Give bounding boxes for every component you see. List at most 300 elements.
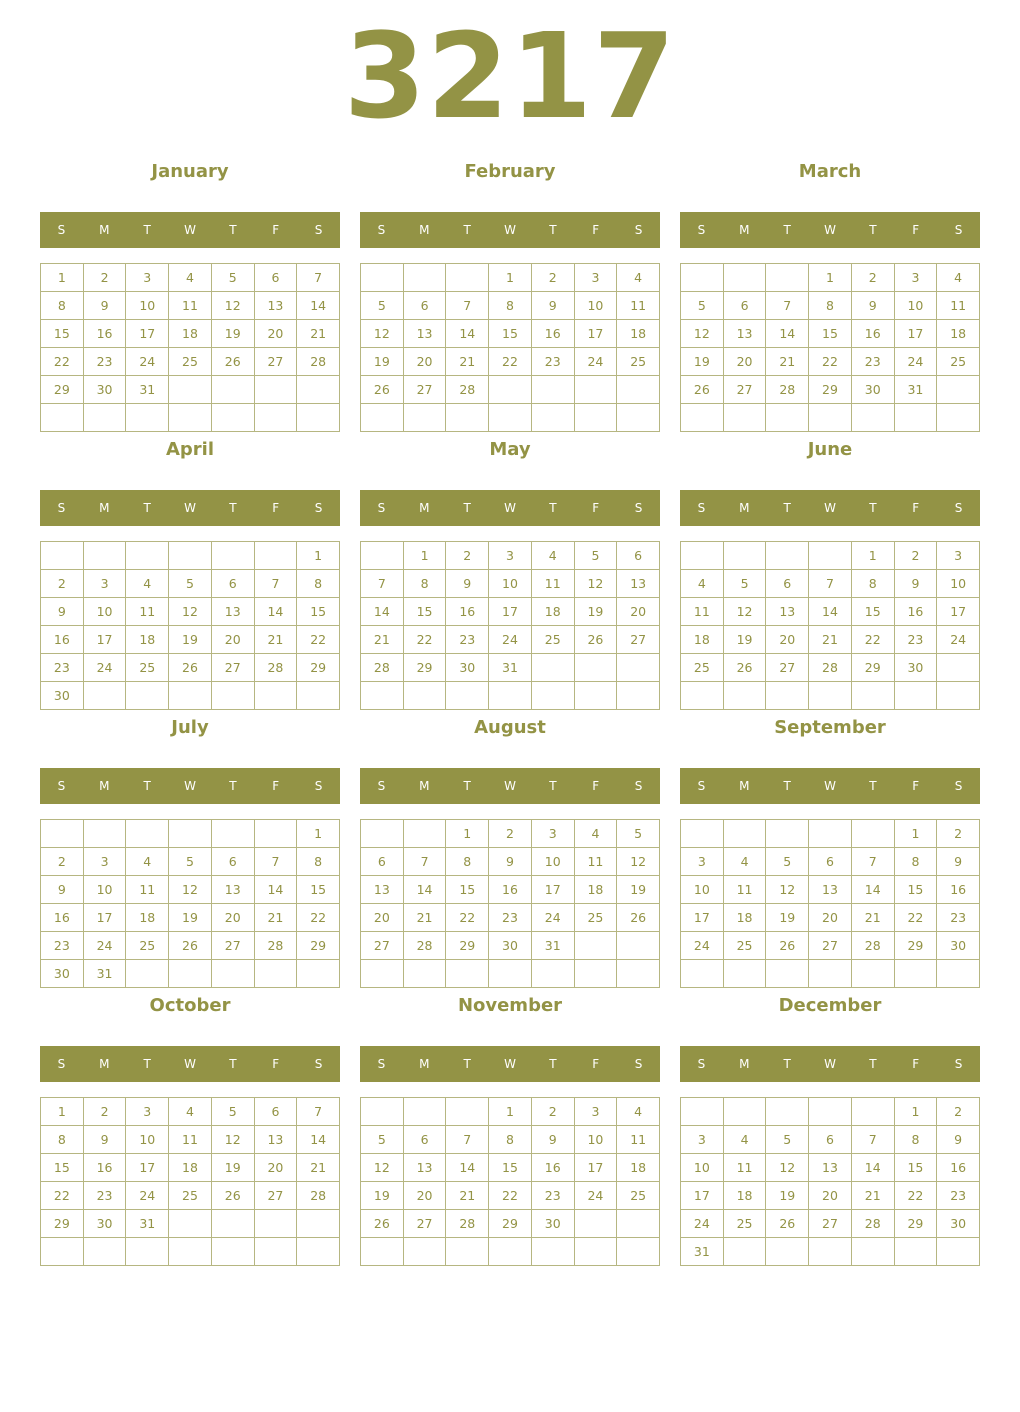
day-cell: 20 bbox=[724, 348, 767, 376]
weekday-label: S bbox=[697, 779, 706, 793]
weekday-header bbox=[360, 768, 660, 804]
day-cell: 21 bbox=[809, 626, 852, 654]
day-cell: 17 bbox=[84, 626, 127, 654]
day-cell: 22 bbox=[41, 1182, 84, 1210]
day-cell: 22 bbox=[41, 348, 84, 376]
weekday-label: T bbox=[229, 501, 237, 515]
day-cell: 3 bbox=[575, 1098, 618, 1126]
day-cell: 20 bbox=[212, 904, 255, 932]
weekday-label: S bbox=[57, 501, 66, 515]
day-cell: 17 bbox=[895, 320, 938, 348]
day-cell: 7 bbox=[446, 1126, 489, 1154]
weekday-label: T bbox=[143, 501, 151, 515]
day-cell: 24 bbox=[126, 1182, 169, 1210]
day-cell: 1 bbox=[41, 264, 84, 292]
day-cell: 21 bbox=[255, 626, 298, 654]
day-cell: 20 bbox=[404, 348, 447, 376]
day-cell: 28 bbox=[446, 1210, 489, 1238]
weekday-label: W bbox=[184, 1057, 196, 1071]
day-cell: 8 bbox=[809, 292, 852, 320]
empty-day-cell bbox=[532, 404, 575, 432]
day-cell: 11 bbox=[724, 876, 767, 904]
day-cell: 31 bbox=[84, 960, 127, 988]
day-cell: 7 bbox=[255, 848, 298, 876]
day-cell: 8 bbox=[895, 1126, 938, 1154]
day-cell: 13 bbox=[617, 570, 660, 598]
weekday-label: S bbox=[697, 223, 706, 237]
day-cell: 18 bbox=[126, 904, 169, 932]
day-cell: 2 bbox=[937, 820, 980, 848]
day-cell: 13 bbox=[255, 292, 298, 320]
empty-day-cell bbox=[532, 1238, 575, 1266]
day-cell: 15 bbox=[895, 876, 938, 904]
empty-day-cell bbox=[446, 682, 489, 710]
month-january bbox=[40, 160, 340, 432]
day-cell: 27 bbox=[809, 932, 852, 960]
day-cell: 7 bbox=[852, 1126, 895, 1154]
day-cell: 18 bbox=[681, 626, 724, 654]
day-cell: 19 bbox=[766, 1182, 809, 1210]
day-cell: 11 bbox=[126, 598, 169, 626]
weekday-label: W bbox=[504, 501, 516, 515]
weekday-label: W bbox=[504, 779, 516, 793]
empty-day-cell bbox=[126, 1238, 169, 1266]
day-cell: 11 bbox=[617, 292, 660, 320]
weekday-label: S bbox=[634, 1057, 643, 1071]
day-cell: 1 bbox=[297, 820, 340, 848]
day-cell: 5 bbox=[575, 542, 618, 570]
empty-day-cell bbox=[361, 1238, 404, 1266]
day-cell: 18 bbox=[724, 1182, 767, 1210]
day-cell: 1 bbox=[489, 1098, 532, 1126]
weekday-label: T bbox=[869, 223, 877, 237]
day-cell: 7 bbox=[809, 570, 852, 598]
empty-day-cell bbox=[575, 960, 618, 988]
empty-day-cell bbox=[297, 1238, 340, 1266]
day-cell: 4 bbox=[617, 264, 660, 292]
day-cell: 24 bbox=[575, 348, 618, 376]
empty-day-cell bbox=[404, 682, 447, 710]
day-cell: 21 bbox=[852, 1182, 895, 1210]
day-cell: 16 bbox=[84, 320, 127, 348]
day-cell: 23 bbox=[532, 1182, 575, 1210]
weekday-label: W bbox=[824, 223, 836, 237]
day-cell: 23 bbox=[895, 626, 938, 654]
weekday-label: F bbox=[592, 501, 600, 515]
empty-day-cell bbox=[895, 682, 938, 710]
day-cell: 2 bbox=[41, 570, 84, 598]
day-cell: 20 bbox=[255, 1154, 298, 1182]
day-cell: 26 bbox=[724, 654, 767, 682]
empty-day-cell bbox=[617, 376, 660, 404]
day-cell: 6 bbox=[255, 1098, 298, 1126]
day-cell: 25 bbox=[617, 1182, 660, 1210]
day-grid bbox=[40, 819, 340, 988]
day-cell: 28 bbox=[297, 348, 340, 376]
empty-day-cell bbox=[575, 376, 618, 404]
empty-day-cell bbox=[724, 682, 767, 710]
day-cell: 16 bbox=[895, 598, 938, 626]
day-cell: 5 bbox=[361, 1126, 404, 1154]
day-cell: 6 bbox=[809, 1126, 852, 1154]
weekday-label: S bbox=[57, 779, 66, 793]
weekday-label: T bbox=[229, 779, 237, 793]
day-cell: 23 bbox=[489, 904, 532, 932]
weekday-label: T bbox=[783, 223, 791, 237]
weekday-label: F bbox=[272, 1057, 280, 1071]
empty-day-cell bbox=[361, 682, 404, 710]
weekday-label: T bbox=[143, 779, 151, 793]
empty-day-cell bbox=[404, 820, 447, 848]
day-cell: 1 bbox=[489, 264, 532, 292]
weekday-label: S bbox=[377, 1057, 386, 1071]
day-cell: 22 bbox=[852, 626, 895, 654]
day-cell: 8 bbox=[446, 848, 489, 876]
month-name: April bbox=[165, 439, 215, 460]
day-cell: 9 bbox=[532, 292, 575, 320]
weekday-label: M bbox=[739, 501, 750, 515]
day-cell: 15 bbox=[297, 876, 340, 904]
month-name: July bbox=[171, 717, 209, 738]
day-cell: 12 bbox=[575, 570, 618, 598]
day-cell: 19 bbox=[361, 1182, 404, 1210]
day-cell: 27 bbox=[255, 1182, 298, 1210]
day-cell: 13 bbox=[212, 598, 255, 626]
weekday-header bbox=[680, 490, 980, 526]
weekday-label: T bbox=[869, 1057, 877, 1071]
weekday-label: S bbox=[377, 501, 386, 515]
day-cell: 25 bbox=[126, 932, 169, 960]
weekday-label: M bbox=[99, 1057, 110, 1071]
empty-day-cell bbox=[446, 264, 489, 292]
day-cell: 16 bbox=[532, 320, 575, 348]
day-cell: 31 bbox=[126, 1210, 169, 1238]
weekday-header bbox=[360, 1046, 660, 1082]
day-cell: 28 bbox=[297, 1182, 340, 1210]
empty-day-cell bbox=[404, 1098, 447, 1126]
empty-day-cell bbox=[297, 404, 340, 432]
empty-day-cell bbox=[766, 960, 809, 988]
day-cell: 25 bbox=[937, 348, 980, 376]
day-grid bbox=[680, 819, 980, 988]
day-grid bbox=[360, 263, 660, 432]
empty-day-cell bbox=[446, 960, 489, 988]
day-cell: 30 bbox=[41, 682, 84, 710]
day-cell: 25 bbox=[724, 1210, 767, 1238]
day-cell: 23 bbox=[937, 1182, 980, 1210]
day-cell: 1 bbox=[446, 820, 489, 848]
day-cell: 11 bbox=[126, 876, 169, 904]
day-cell: 17 bbox=[681, 1182, 724, 1210]
day-cell: 30 bbox=[895, 654, 938, 682]
day-cell: 12 bbox=[212, 1126, 255, 1154]
day-cell: 12 bbox=[361, 320, 404, 348]
month-name: November bbox=[457, 995, 563, 1016]
day-cell: 29 bbox=[404, 654, 447, 682]
day-cell: 11 bbox=[617, 1126, 660, 1154]
day-cell: 2 bbox=[41, 848, 84, 876]
empty-day-cell bbox=[617, 654, 660, 682]
month-name: October bbox=[149, 995, 231, 1016]
weekday-label: M bbox=[419, 1057, 430, 1071]
empty-day-cell bbox=[766, 1238, 809, 1266]
day-cell: 1 bbox=[852, 542, 895, 570]
day-cell: 24 bbox=[84, 932, 127, 960]
day-cell: 30 bbox=[41, 960, 84, 988]
day-cell: 4 bbox=[724, 848, 767, 876]
day-cell: 27 bbox=[404, 1210, 447, 1238]
day-cell: 20 bbox=[809, 904, 852, 932]
empty-day-cell bbox=[617, 682, 660, 710]
day-cell: 23 bbox=[852, 348, 895, 376]
day-cell: 17 bbox=[126, 320, 169, 348]
empty-day-cell bbox=[809, 542, 852, 570]
day-cell: 29 bbox=[41, 376, 84, 404]
empty-day-cell bbox=[532, 682, 575, 710]
weekday-header bbox=[40, 212, 340, 248]
day-cell: 10 bbox=[126, 292, 169, 320]
day-cell: 30 bbox=[84, 1210, 127, 1238]
empty-day-cell bbox=[212, 960, 255, 988]
day-cell: 9 bbox=[41, 598, 84, 626]
day-cell: 17 bbox=[575, 1154, 618, 1182]
day-cell: 11 bbox=[575, 848, 618, 876]
empty-day-cell bbox=[361, 542, 404, 570]
day-cell: 22 bbox=[895, 904, 938, 932]
day-cell: 28 bbox=[404, 932, 447, 960]
day-grid bbox=[680, 263, 980, 432]
day-cell: 14 bbox=[255, 598, 298, 626]
empty-day-cell bbox=[681, 1098, 724, 1126]
day-cell: 28 bbox=[255, 654, 298, 682]
weekday-label: S bbox=[377, 223, 386, 237]
weekday-label: M bbox=[739, 1057, 750, 1071]
weekday-header bbox=[40, 1046, 340, 1082]
empty-day-cell bbox=[809, 820, 852, 848]
day-cell: 27 bbox=[361, 932, 404, 960]
day-cell: 13 bbox=[404, 320, 447, 348]
empty-day-cell bbox=[126, 542, 169, 570]
day-cell: 7 bbox=[404, 848, 447, 876]
weekday-label: T bbox=[869, 501, 877, 515]
day-cell: 15 bbox=[895, 1154, 938, 1182]
empty-day-cell bbox=[446, 1238, 489, 1266]
day-cell: 26 bbox=[212, 1182, 255, 1210]
day-cell: 2 bbox=[84, 264, 127, 292]
day-cell: 26 bbox=[361, 1210, 404, 1238]
day-cell: 21 bbox=[852, 904, 895, 932]
weekday-label: S bbox=[634, 501, 643, 515]
month-december bbox=[680, 994, 980, 1266]
day-cell: 4 bbox=[169, 264, 212, 292]
day-cell: 12 bbox=[681, 320, 724, 348]
day-cell: 12 bbox=[617, 848, 660, 876]
empty-day-cell bbox=[681, 820, 724, 848]
empty-day-cell bbox=[255, 1238, 298, 1266]
empty-day-cell bbox=[126, 960, 169, 988]
day-cell: 1 bbox=[404, 542, 447, 570]
day-cell: 23 bbox=[84, 348, 127, 376]
weekday-label: S bbox=[697, 1057, 706, 1071]
empty-day-cell bbox=[937, 960, 980, 988]
weekday-header bbox=[680, 1046, 980, 1082]
day-cell: 28 bbox=[852, 1210, 895, 1238]
day-cell: 27 bbox=[404, 376, 447, 404]
empty-day-cell bbox=[724, 960, 767, 988]
empty-day-cell bbox=[532, 960, 575, 988]
empty-day-cell bbox=[446, 1098, 489, 1126]
empty-day-cell bbox=[681, 682, 724, 710]
day-cell: 21 bbox=[255, 904, 298, 932]
day-cell: 14 bbox=[297, 292, 340, 320]
empty-day-cell bbox=[404, 264, 447, 292]
day-cell: 16 bbox=[937, 1154, 980, 1182]
day-cell: 18 bbox=[169, 320, 212, 348]
empty-day-cell bbox=[212, 1210, 255, 1238]
day-cell: 27 bbox=[212, 932, 255, 960]
month-name: March bbox=[798, 161, 862, 182]
month-august bbox=[360, 716, 660, 988]
empty-day-cell bbox=[724, 1098, 767, 1126]
day-cell: 10 bbox=[681, 876, 724, 904]
day-cell: 13 bbox=[809, 876, 852, 904]
day-cell: 17 bbox=[126, 1154, 169, 1182]
day-cell: 14 bbox=[809, 598, 852, 626]
day-cell: 4 bbox=[937, 264, 980, 292]
day-grid bbox=[360, 541, 660, 710]
empty-day-cell bbox=[212, 1238, 255, 1266]
day-cell: 30 bbox=[532, 1210, 575, 1238]
weekday-label: T bbox=[463, 779, 471, 793]
day-cell: 14 bbox=[255, 876, 298, 904]
day-cell: 22 bbox=[895, 1182, 938, 1210]
day-cell: 17 bbox=[575, 320, 618, 348]
empty-day-cell bbox=[766, 1098, 809, 1126]
day-cell: 8 bbox=[41, 292, 84, 320]
day-cell: 1 bbox=[895, 820, 938, 848]
empty-day-cell bbox=[446, 404, 489, 432]
day-cell: 18 bbox=[126, 626, 169, 654]
day-cell: 7 bbox=[852, 848, 895, 876]
weekday-header bbox=[680, 212, 980, 248]
day-cell: 10 bbox=[84, 876, 127, 904]
day-cell: 6 bbox=[809, 848, 852, 876]
day-cell: 26 bbox=[169, 654, 212, 682]
month-july bbox=[40, 716, 340, 988]
weekday-label: W bbox=[504, 223, 516, 237]
day-cell: 8 bbox=[489, 292, 532, 320]
day-cell: 24 bbox=[532, 904, 575, 932]
day-cell: 19 bbox=[617, 876, 660, 904]
day-cell: 25 bbox=[126, 654, 169, 682]
weekday-label: W bbox=[184, 501, 196, 515]
empty-day-cell bbox=[575, 404, 618, 432]
day-cell: 4 bbox=[169, 1098, 212, 1126]
weekday-label: T bbox=[549, 1057, 557, 1071]
day-cell: 9 bbox=[84, 292, 127, 320]
day-cell: 5 bbox=[361, 292, 404, 320]
day-cell: 23 bbox=[937, 904, 980, 932]
day-cell: 17 bbox=[681, 904, 724, 932]
empty-day-cell bbox=[617, 404, 660, 432]
day-cell: 24 bbox=[84, 654, 127, 682]
day-cell: 22 bbox=[489, 348, 532, 376]
day-cell: 27 bbox=[255, 348, 298, 376]
empty-day-cell bbox=[489, 376, 532, 404]
day-cell: 18 bbox=[169, 1154, 212, 1182]
day-cell: 24 bbox=[489, 626, 532, 654]
month-november bbox=[360, 994, 660, 1266]
empty-day-cell bbox=[169, 376, 212, 404]
day-cell: 4 bbox=[575, 820, 618, 848]
day-cell: 9 bbox=[937, 848, 980, 876]
day-cell: 22 bbox=[489, 1182, 532, 1210]
empty-day-cell bbox=[361, 960, 404, 988]
day-cell: 7 bbox=[766, 292, 809, 320]
day-cell: 9 bbox=[532, 1126, 575, 1154]
day-cell: 3 bbox=[681, 848, 724, 876]
day-cell: 22 bbox=[446, 904, 489, 932]
day-cell: 14 bbox=[404, 876, 447, 904]
empty-day-cell bbox=[255, 960, 298, 988]
day-cell: 31 bbox=[895, 376, 938, 404]
empty-day-cell bbox=[809, 1238, 852, 1266]
day-cell: 28 bbox=[766, 376, 809, 404]
weekday-label: T bbox=[229, 223, 237, 237]
day-cell: 24 bbox=[126, 348, 169, 376]
empty-day-cell bbox=[852, 1238, 895, 1266]
weekday-label: W bbox=[824, 501, 836, 515]
day-cell: 24 bbox=[895, 348, 938, 376]
empty-day-cell bbox=[255, 404, 298, 432]
empty-day-cell bbox=[766, 682, 809, 710]
empty-day-cell bbox=[724, 404, 767, 432]
empty-day-cell bbox=[169, 1238, 212, 1266]
day-cell: 29 bbox=[297, 654, 340, 682]
day-cell: 18 bbox=[532, 598, 575, 626]
day-cell: 12 bbox=[212, 292, 255, 320]
empty-day-cell bbox=[361, 820, 404, 848]
day-grid bbox=[40, 1097, 340, 1266]
day-cell: 3 bbox=[575, 264, 618, 292]
day-cell: 4 bbox=[532, 542, 575, 570]
day-cell: 21 bbox=[297, 320, 340, 348]
empty-day-cell bbox=[724, 264, 767, 292]
weekday-label: S bbox=[314, 779, 323, 793]
day-cell: 26 bbox=[681, 376, 724, 404]
day-cell: 4 bbox=[126, 848, 169, 876]
weekday-label: S bbox=[314, 223, 323, 237]
weekday-label: F bbox=[912, 223, 920, 237]
day-cell: 6 bbox=[404, 1126, 447, 1154]
day-cell: 25 bbox=[724, 932, 767, 960]
weekday-label: M bbox=[99, 223, 110, 237]
empty-day-cell bbox=[212, 682, 255, 710]
empty-day-cell bbox=[361, 404, 404, 432]
weekday-label: M bbox=[99, 501, 110, 515]
empty-day-cell bbox=[169, 960, 212, 988]
weekday-header bbox=[40, 490, 340, 526]
empty-day-cell bbox=[681, 960, 724, 988]
empty-day-cell bbox=[766, 542, 809, 570]
day-cell: 26 bbox=[212, 348, 255, 376]
empty-day-cell bbox=[361, 1098, 404, 1126]
empty-day-cell bbox=[937, 654, 980, 682]
day-cell: 12 bbox=[724, 598, 767, 626]
day-cell: 4 bbox=[681, 570, 724, 598]
empty-day-cell bbox=[724, 820, 767, 848]
day-cell: 19 bbox=[361, 348, 404, 376]
